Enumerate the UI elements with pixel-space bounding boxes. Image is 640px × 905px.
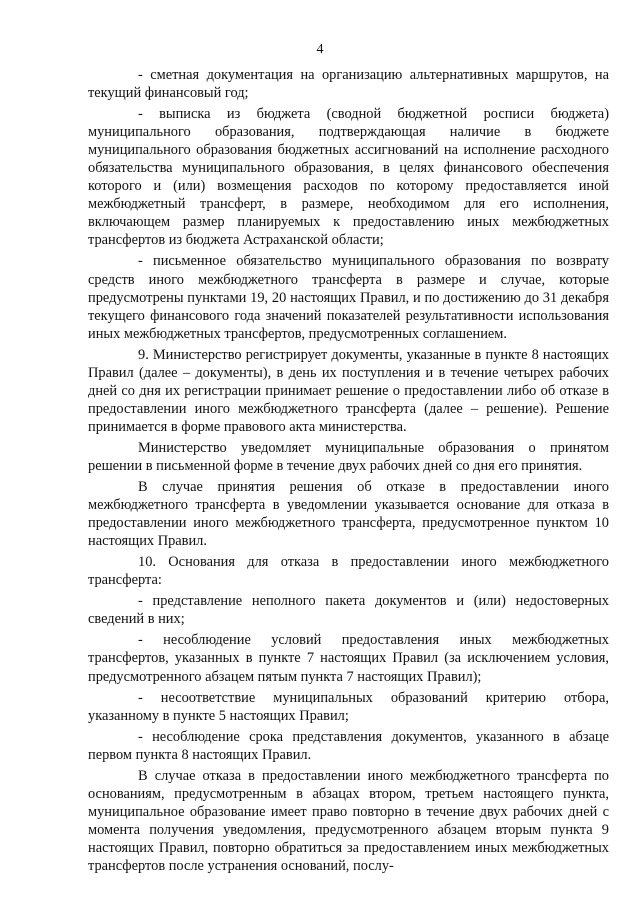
paragraph: В случае принятия решения об отказе в предоставлении иного межбюджетного трансферта в уведомлении указывается основание для отказа в предоставлении иного межбюджетного трансферта, предусмотренное пунктом 10 настоящих Правил. bbox=[88, 479, 609, 550]
paragraph: - выписка из бюджета (сводной бюджетной росписи бюджета) муниципального образования, подтверждающая наличие в бюджете муниципального образования бюджетных ассигнований на исполнение расходного обязательства муниципального образования, в целях финансового обеспечения которого и (или) возмещения расходов по которому предоставляется иной межбюджетный трансферт, в размере, необходимом для его исполнения, включающем размер планируемых к предоставлению иных межбюджетных трансфертов из бюджета Астраханской области; bbox=[88, 106, 609, 249]
paragraph: - несоблюдение срока представления документов, указанного в абзаце первом пункта 8 настоящих Правил. bbox=[88, 728, 609, 763]
paragraph: 9. Министерство регистрирует документы, указанные в пункте 8 настоящих Правил (далее – документы), в день их поступления и в течение четырех рабочих дней со дня их регистрации принимает решение о предоставлении либо об отказе в предоставлении иного межбюджетного трансферта (далее – решение). Решение принимается в форме правового акта министерства. bbox=[88, 346, 609, 435]
paragraph: - несоответствие муниципальных образований критерию отбора, указанному в пункте 5 настоящих Правил; bbox=[88, 689, 609, 724]
paragraph: 10. Основания для отказа в предоставлении иного межбюджетного трансферта: bbox=[88, 554, 609, 589]
page-number: 4 bbox=[316, 42, 324, 57]
paragraph: Министерство уведомляет муниципальные образования о принятом решении в письменной форме в течение двух рабочих дней со дня его принятия. bbox=[88, 439, 609, 474]
paragraph: - сметная документация на организацию альтернативных маршрутов, на текущий финансовый год; bbox=[88, 67, 609, 102]
paragraph: В случае отказа в предоставлении иного межбюджетного трансферта по основаниям, предусмотренным в абзацах втором, третьем настоящего пункта, муниципальное образование имеет право повторно в течение двух рабочих дней с момента получения уведомления, предусмотренного абзацем вторым пункта 9 настоящих Правил, повторно обратиться за предоставлением иных межбюджетных трансфертов после устранения оснований, послу- bbox=[88, 767, 609, 874]
paragraph: - письменное обязательство муниципального образования по возврату средств иного межбюджетного трансферта в размере и случае, которые предусмотрены пунктами 19, 20 настоящих Правил, и по достижению до 31 декабря текущего финансового года значений показателей результативности использования иных межбюджетных трансфертов, предусмотренных соглашением. bbox=[88, 253, 609, 342]
document-body bbox=[88, 66, 609, 875]
paragraph: - несоблюдение условий предоставления иных межбюджетных трансфертов, указанных в пункте 7 настоящих Правил (за исключением условия, предусмотренного абзацем пятым пункта 7 настоящих Правил); bbox=[88, 632, 609, 685]
paragraph: - представление неполного пакета документов и (или) недостоверных сведений в них; bbox=[88, 593, 609, 628]
